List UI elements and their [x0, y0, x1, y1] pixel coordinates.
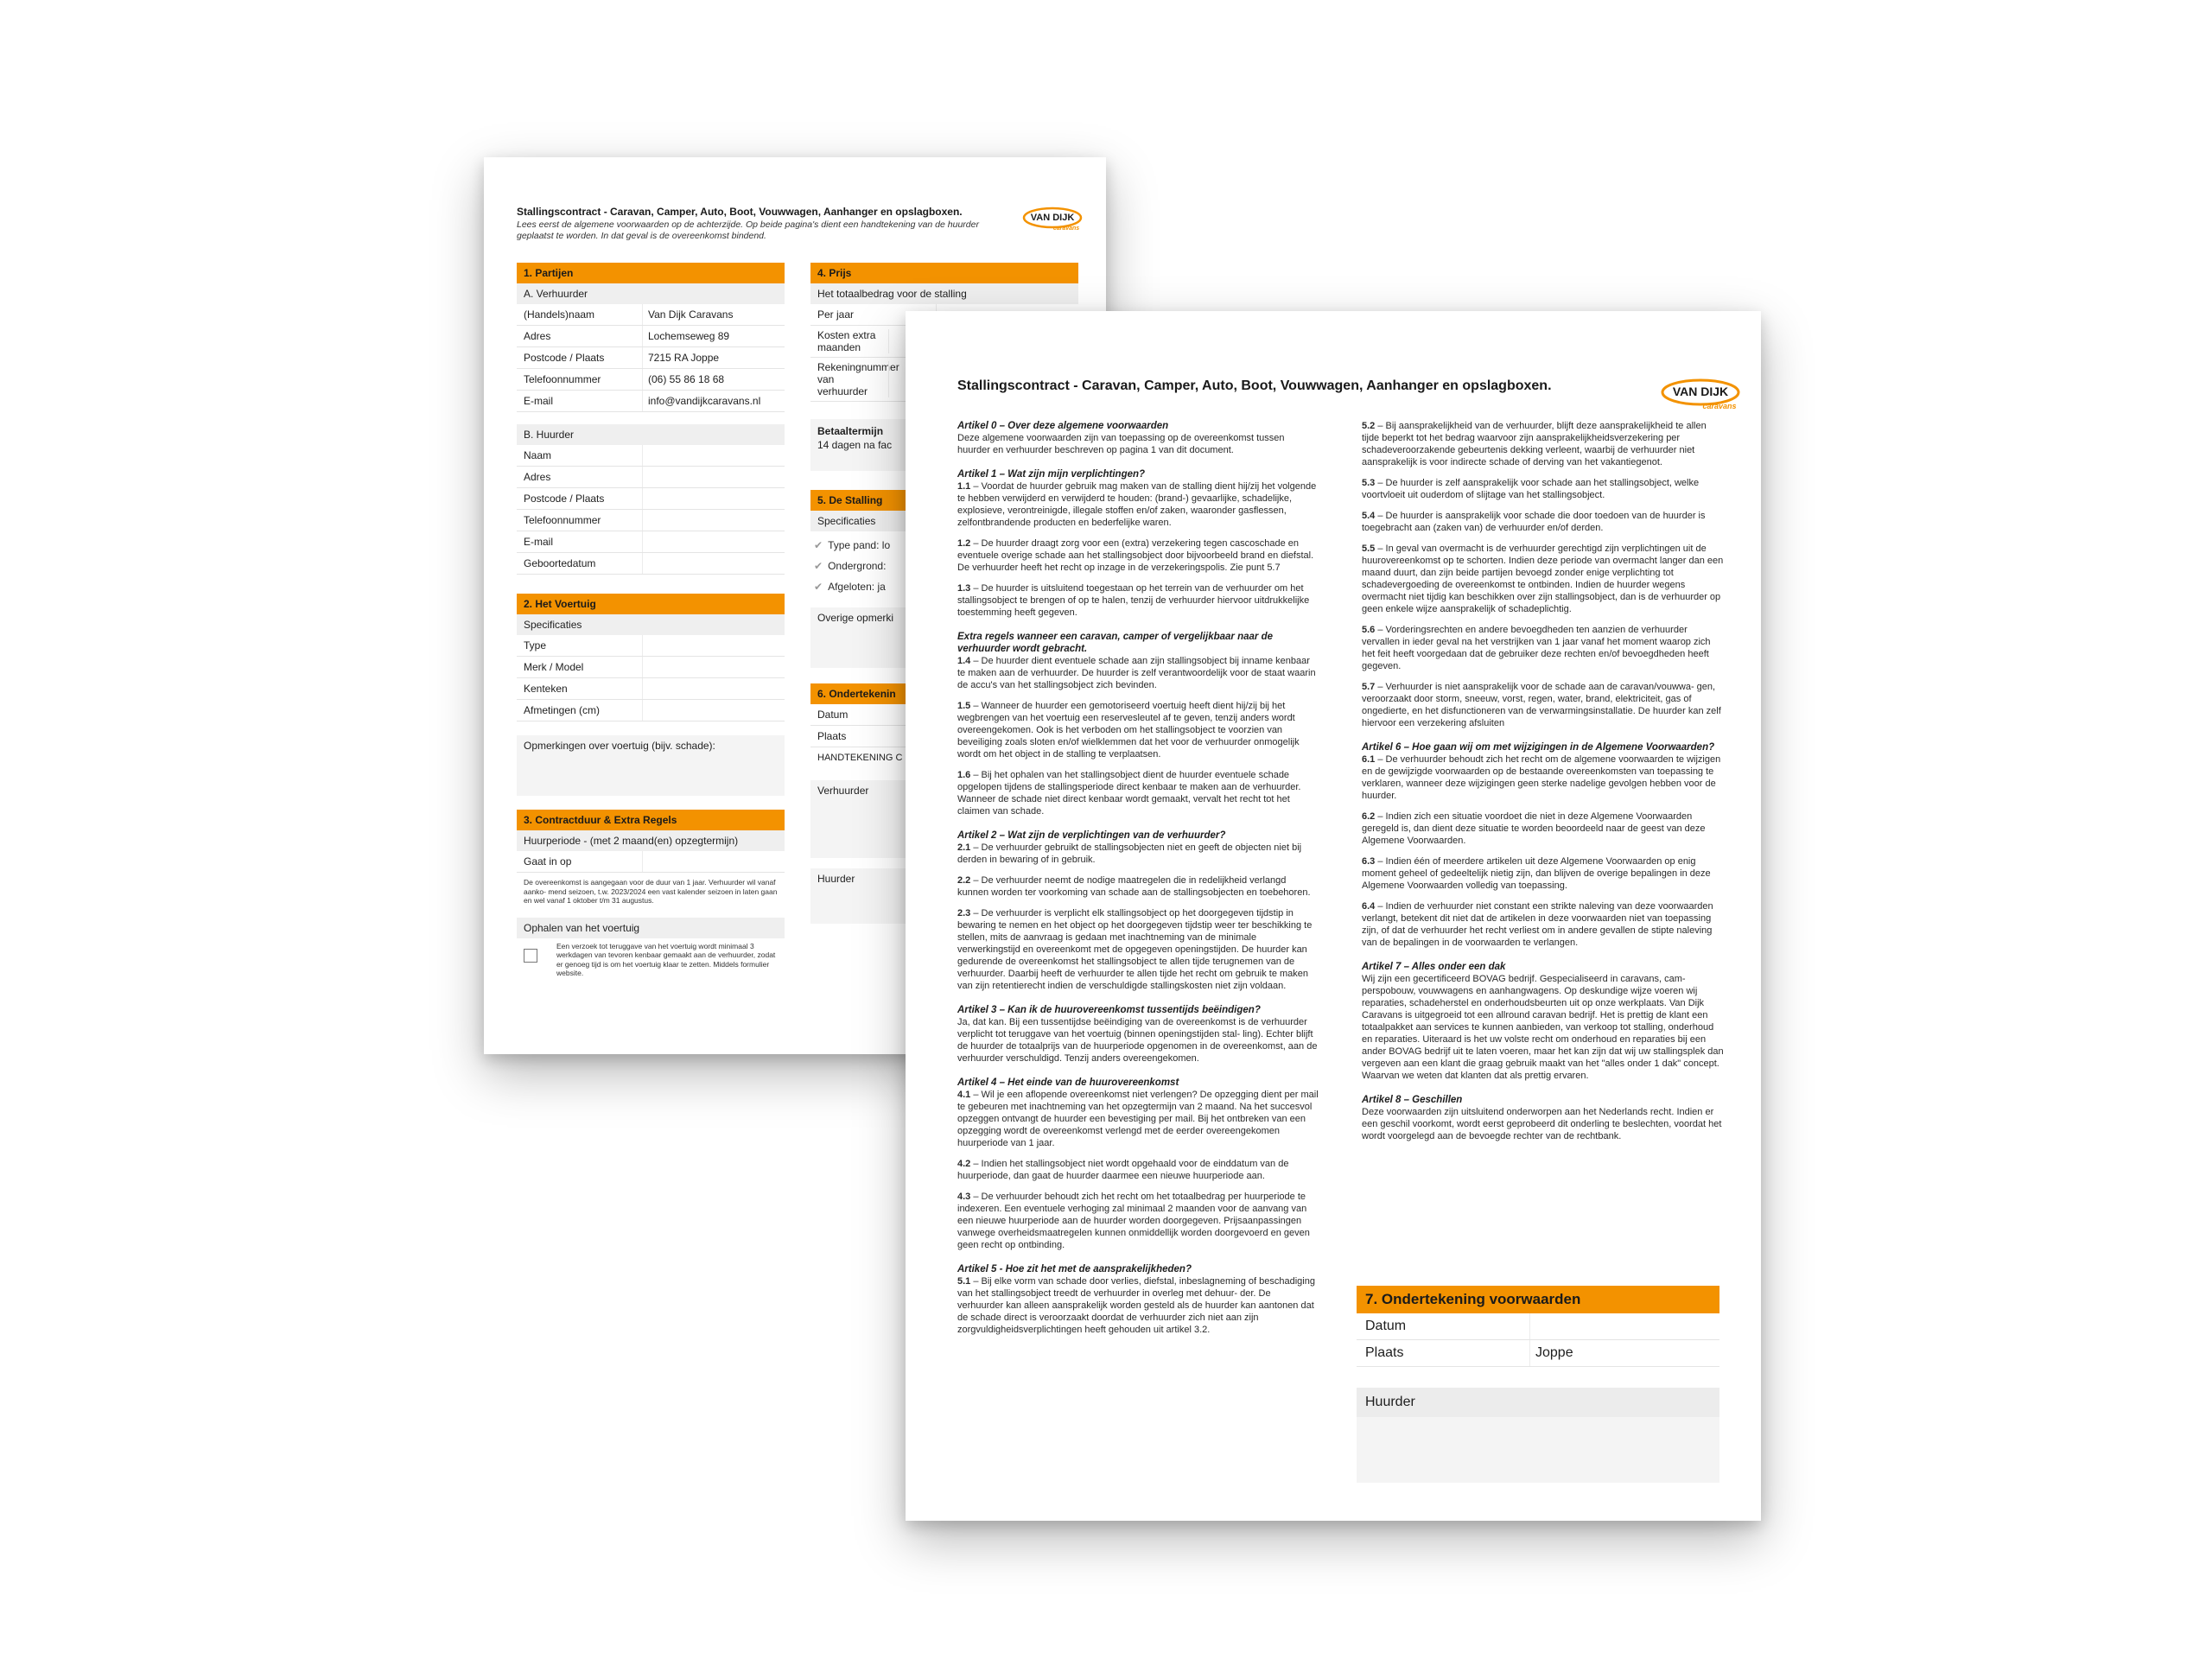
- article-heading: Artikel 5 - Hoe zit het met de aansprakelijkheden?: [957, 1264, 1192, 1274]
- row-value[interactable]: info@vandijkcaravans.nl: [642, 391, 785, 411]
- terms-column-right: [1362, 420, 1725, 1154]
- section-header-ondertekening: 6. Ondertekenin: [810, 683, 1078, 704]
- clause-text: – Vorderingsrechten en andere bevoegdheden ten aanzien de verhuurder vervallen in ieder geval na het verstrijken van 1 jaar vanaf het moment waarop zich het feit heeft voorgedaan dat de gebruiker deze rechten en/of bevoegdheden heeft gegeven.: [1362, 625, 1711, 671]
- clause-text: Deze voorwaarden zijn uitsluitend onderworpen aan het Nederlands recht. Indien er een geschil voorkomt, wordt eerst geprobeerd dit onderling te beslechten, voordat het wordt voorgelegd aan de bevoegde rechter van de rechtbank.: [1362, 1107, 1722, 1141]
- clause-text: – Indien één of meerdere artikelen uit deze Algemene Voorwaarden op enig moment geheel of gedeeltelijk nietig zijn, dan blijven de overige bepalingen in deze Algemene Voorwaarden volledig van toepassing.: [1362, 856, 1711, 891]
- terms-column-left: [957, 420, 1319, 1348]
- article-block: [1362, 961, 1725, 1082]
- section-header-stalling: 5. De Stalling: [810, 490, 1078, 511]
- remarks-label: Opmerkingen over voertuig (bijv. schade):: [524, 740, 715, 752]
- article-paragraph: [957, 769, 1319, 817]
- article-paragraph: [957, 874, 1319, 899]
- clause-text: – De huurder is aansprakelijk voor schade die door toedoen van de huurder is toegebracht aan (zaken van) de verhuurder en/of derden.: [1362, 511, 1706, 533]
- clause-number: 1.1: [957, 481, 971, 492]
- clause-text: – Voordat de huurder gebruik mag maken van de stalling dient hij/zij het volgende te hebben verwijderd en verwijderd te houden: (brand-) gevaarlijke, schadelijke, explosieve, verontreinigde, illegale stoffen en/of zaken, waaronder gasflessen, zelfontbrandende producten en bederfelijke waren.: [957, 481, 1317, 528]
- article-heading: Extra regels wanneer een caravan, camper of vergelijkbaar naar de verhuurder wordt gebracht.: [957, 632, 1273, 654]
- logo-text-top: VAN DIJK: [1030, 213, 1075, 223]
- row-label: Afmetingen (cm): [524, 704, 601, 716]
- section-header-voertuig: 2. Het Voertuig: [517, 594, 785, 614]
- clause-number: 5.3: [1362, 478, 1376, 488]
- contract-note: De overeenkomst is aangegaan voor de duur van 1 jaar. Verhuurder wil vanaf aanko- mend seizoen, t.w. 2023/2024 een vast kalender seizoen in laten gaan en wel vanaf 1 oktober t/m 31 augustus.: [524, 878, 778, 905]
- article-paragraph: [957, 842, 1319, 866]
- article-paragraph: [957, 1275, 1319, 1336]
- row-value[interactable]: [642, 467, 785, 487]
- betaaltermijn-value: 14 dagen na fac: [817, 439, 893, 451]
- article-paragraph: [957, 1158, 1319, 1182]
- row-label: Per jaar: [817, 308, 855, 321]
- clause-text: – Indien zich een situatie voordoet die niet in deze Algemene Voorwaarden geregeld is, dan dient deze situatie te worden beoordeeld naar de geest van deze Algemene Voorwaarden.: [1362, 811, 1706, 846]
- verhuurder-row[interactable]: [517, 326, 785, 347]
- article-block: [1362, 1094, 1725, 1142]
- row-label: Plaats: [1365, 1345, 1404, 1360]
- row-value[interactable]: Joppe: [1529, 1340, 1719, 1366]
- row-label: Adres: [524, 330, 551, 342]
- section-header-prijs: 4. Prijs: [810, 263, 1078, 283]
- article-heading: Artikel 2 – Wat zijn de verplichtingen van de verhuurder?: [957, 830, 1226, 841]
- clause-number: 6.2: [1362, 811, 1376, 822]
- row-value[interactable]: [642, 851, 785, 872]
- article-block: [957, 1004, 1319, 1065]
- ophalen-note: Een verzoek tot teruggave van het voertuig wordt minimaal 3 werkdagen van tevoren kenbaar gemaakt aan de verhuurder, zodat er genoeg tijd is om het voertuig klaar te zetten. Middels formulier website.: [556, 941, 776, 977]
- remarks-field[interactable]: [517, 735, 785, 796]
- clause-number: 1.6: [957, 770, 971, 780]
- article-paragraph: [957, 907, 1319, 992]
- article-paragraph: [1362, 973, 1725, 1082]
- clause-number: 5.6: [1362, 625, 1376, 635]
- clause-number: 1.3: [957, 583, 971, 594]
- article-block: [957, 468, 1319, 619]
- clause-number: 6.3: [1362, 856, 1376, 867]
- article-block: [1362, 741, 1725, 949]
- row-label: Kenteken: [524, 683, 568, 695]
- article-paragraph: [1362, 855, 1725, 892]
- row-label: Telefoonnummer: [524, 514, 601, 526]
- article-paragraph: [957, 1089, 1319, 1149]
- article-paragraph: [1362, 543, 1725, 615]
- clause-text: Deze algemene voorwaarden zijn van toepassing op de overeenkomst tussen huurder en verhuurder beschreven op pagina 1 van dit document.: [957, 433, 1285, 455]
- huurder-row[interactable]: [517, 531, 785, 553]
- article-heading: Artikel 6 – Hoe gaan wij om met wijzigingen in de Algemene Voorwaarden?: [1362, 742, 1715, 753]
- article-heading: Artikel 3 – Kan ik de huurovereenkomst tussentijds beëindigen?: [957, 1005, 1261, 1015]
- clause-text: – De huurder dient eventuele schade aan zijn stallingsobject bij inname kenbaar te maken aan de verhuurder. De huurder is zelf verantwoordelijk voor de staat waarin de accu's van het stallingsobject zich bevinden.: [957, 656, 1316, 690]
- row-label: Gaat in op: [524, 855, 572, 868]
- clause-number: 4.3: [957, 1192, 971, 1202]
- voertuig-row[interactable]: [517, 657, 785, 678]
- clause-number: 2.2: [957, 875, 971, 886]
- huurder-signature-box[interactable]: [1357, 1388, 1719, 1483]
- check-label: Afgeloten: ja: [828, 581, 886, 593]
- subheader-verhuurder: A. Verhuurder: [517, 283, 785, 304]
- logo-swoosh-icon: [1659, 377, 1751, 413]
- clause-text: – Indien de verhuurder niet constant een strikte naleving van deze voorwaarden verlangt, betekent dit niet dat de artikelen in deze voorwaarden niet van toepassing zijn, of dat de verhuurder het recht verliest om in andere gevallen de stipte naleving van de bepalingen in de voorwaarden te verlangen.: [1362, 901, 1713, 948]
- clause-number: 1.4: [957, 656, 971, 666]
- row-value[interactable]: [642, 445, 785, 466]
- page-title: Stallingscontract - Caravan, Camper, Auto, Boot, Vouwwagen, Aanhanger en opslagboxen.: [517, 206, 963, 218]
- voertuig-row[interactable]: [517, 678, 785, 700]
- betaaltermijn-label: Betaaltermijn: [817, 425, 884, 437]
- verhuurder-label: Verhuurder: [817, 785, 869, 797]
- article-paragraph: [1362, 477, 1725, 501]
- article-paragraph: [957, 1191, 1319, 1251]
- article-paragraph: [1362, 810, 1725, 847]
- article-paragraph: [957, 432, 1319, 456]
- logo-text-top: VAN DIJK: [1672, 385, 1729, 398]
- article-block: [957, 420, 1319, 456]
- check-label: Ondergrond:: [828, 560, 887, 572]
- page-intro: Lees eerst de algemene voorwaarden op de achterzijde. Op beide pagina's dient een handtekening van de huurder geplaatst te worden. In dat geval is de overeenkomst bindend.: [517, 219, 979, 241]
- subheader-ophalen: Ophalen van het voertuig: [517, 918, 785, 938]
- row-label: Naam: [524, 449, 552, 461]
- clause-text: – De verhuurder is verplicht elk stallingsobject op het doorgegeven tijdstip in bewaring te nemen en het object op het doorgegeven tijdstip weer ter beschikking te stellen, mits de aanvraag is gedaan met inachtneming van de minimale verwerkingstijd en overeenkomt met de opgegeven openingstijden. De huurder kan gedurende de overeenkomst het stallingsobject te allen tijde terugnemen van de verhuurder. Daarbij heeft de verhuurder te allen tijde het recht om gebruik te maken van zijn retentierecht indien de verschuldigde stallingskosten niet zijn voldaan.: [957, 908, 1313, 991]
- article-block: [957, 1263, 1319, 1336]
- verhuurder-row[interactable]: [517, 391, 785, 412]
- huurder-table: [517, 445, 785, 575]
- clause-text: – De verhuurder behoudt zich het recht om de algemene voorwaarden te wijzigen en de gewijzigde voorwaarden op de bestaande overeenkomsten van toepassing te verklaren, wanneer deze wijzigingen geen sterke nadelige gevolgen hebben voor de huurder.: [1362, 754, 1721, 801]
- page-title: Stallingscontract - Caravan, Camper, Auto, Boot, Vouwwagen, Aanhanger en opslagboxen.: [957, 378, 1552, 393]
- row-label: Datum: [817, 709, 849, 721]
- subheader-stalling-specs: Specificaties: [810, 511, 1078, 531]
- section-header-contractduur: 3. Contractduur & Extra Regels: [517, 810, 785, 830]
- contract-page-terms: [906, 311, 1761, 1521]
- check-icon: ✔: [814, 539, 823, 551]
- row-label: Postcode / Plaats: [524, 493, 605, 505]
- row-label: Plaats: [817, 730, 847, 742]
- voertuig-table: [517, 635, 785, 721]
- verhuurder-row[interactable]: [517, 304, 785, 326]
- verhuurder-row[interactable]: [517, 369, 785, 391]
- verhuurder-table: [517, 304, 785, 412]
- row-value[interactable]: [642, 553, 785, 574]
- subheader-huurperiode: Huurperiode - (met 2 maand(en) opzegtermijn): [517, 830, 785, 851]
- ophalen-checkbox[interactable]: [524, 949, 537, 963]
- huurder-label: Huurder: [1357, 1388, 1719, 1417]
- signature-row[interactable]: [1357, 1340, 1719, 1367]
- row-value[interactable]: [642, 635, 785, 656]
- ophalen-option[interactable]: [517, 942, 785, 978]
- row-value[interactable]: Van Dijk Caravans: [642, 304, 785, 325]
- row-label: E-mail: [524, 536, 554, 548]
- clause-text: – In geval van overmacht is de verhuurder gerechtigd zijn verplichtingen uit de huurovereenkomst op te schorten. Indien deze periode van overmacht langer dan een maand duurt, dan zijn beide partijen bevoegd zonder enige verplichting tot schadevergoeding de overeenkomst te ontbinden. Indien de huurder wegens overmacht niet tijdig kan beschikken over zijn stallingsobject, dan is de verhuurder op geen enkele wijze aansprakelijk of schadeplichtig.: [1362, 543, 1724, 614]
- clause-number: 5.1: [957, 1276, 971, 1287]
- clause-text: – De huurder is uitsluitend toegestaan op het terrein van de verhuurder om het stallingsobject te brengen of op te halen, tenzij de verhuurder hiervoor uitdrukkelijke toestemming heeft gegeven.: [957, 583, 1310, 618]
- signature-table: [1357, 1313, 1719, 1367]
- check-label: Type pand: lo: [828, 539, 891, 551]
- huurder-row[interactable]: [517, 553, 785, 575]
- clause-text: Ja, dat kan. Bij een tussentijdse beëindiging van de overeenkomst is de verhuurder verplicht tot teruggave van het voertuig (binnen openingstijden stal- ling). Echter blijft de huurder de totaalprijs van de huurperiode opgenomen in de overeenkomst, aan de verhuurder verschuldigd. Tenzij anders overeengekomen.: [957, 1017, 1318, 1064]
- article-heading: Artikel 0 – Over deze algemene voorwaarden: [957, 421, 1169, 431]
- clause-number: 4.2: [957, 1159, 971, 1169]
- voertuig-row[interactable]: [517, 635, 785, 657]
- form-column-left: [517, 251, 785, 978]
- row-value[interactable]: (06) 55 86 18 68: [642, 369, 785, 390]
- company-logo: [1021, 206, 1090, 233]
- verhuurder-row[interactable]: [517, 347, 785, 369]
- clause-number: 2.3: [957, 908, 971, 918]
- clause-number: 1.5: [957, 701, 971, 711]
- subheader-specificaties: Specificaties: [517, 614, 785, 635]
- row-label: Datum: [1365, 1319, 1407, 1333]
- clause-number: 2.1: [957, 842, 971, 853]
- clause-number: 1.2: [957, 538, 971, 549]
- section-header-ondertekening-voorwaarden: 7. Ondertekening voorwaarden: [1357, 1286, 1719, 1313]
- huurder-label: Huurder: [817, 873, 855, 885]
- row-value[interactable]: [642, 510, 785, 531]
- article-paragraph: [1362, 1106, 1725, 1142]
- row-label: Adres: [524, 471, 551, 483]
- article-block: [957, 1077, 1319, 1251]
- row-value[interactable]: [642, 657, 785, 677]
- clause-text: – De verhuurder neemt de nodige maatregelen die in redelijkheid verlangd kunnen worden ter voorkoming van schade aan de stallingsobjecten en toebehoren.: [957, 875, 1311, 898]
- signature-row[interactable]: [1357, 1313, 1719, 1340]
- row-value[interactable]: [642, 700, 785, 721]
- clause-number: 6.4: [1362, 901, 1376, 912]
- row-value[interactable]: [1529, 1313, 1719, 1339]
- article-paragraph: [1362, 681, 1725, 729]
- row-label: Kosten extra maanden: [817, 329, 876, 353]
- huurder-row[interactable]: [517, 445, 785, 467]
- voertuig-row[interactable]: [517, 700, 785, 721]
- article-paragraph: [957, 537, 1319, 574]
- row-value[interactable]: Lochemseweg 89: [642, 326, 785, 346]
- article-heading: Artikel 8 – Geschillen: [1362, 1095, 1463, 1105]
- row-value[interactable]: 7215 RA Joppe: [642, 347, 785, 368]
- article-paragraph: [1362, 510, 1725, 534]
- clause-text: – Wanneer de huurder een gemotoriseerd voertuig heeft dient hij/zij bij het wegbrengen van het voertuig een reservesleutel af te geven, tenzij anders wordt overeengekomen. Ook is het verboden om het stallingsobject te voorzien van beveiliging zoals sloten en/of wielklemmen dat het voor de verhuurder onmogelijk wordt om het object in de stalling te verplaatsen.: [957, 701, 1300, 760]
- clause-text: – Indien het stallingsobject niet wordt opgehaald voor de einddatum van de huurperiode, dan gaat de huurder daarmee een nieuwe huurperiode aan.: [957, 1159, 1289, 1181]
- clause-text: – De verhuurder behoudt zich het recht om het totaalbedrag per huurperiode te indexeren. Een eventuele verhoging zal minimaal 2 maanden voor de aanvang van een nieuwe huurperiode aan de huurder worden doorgegeven. Prijsaanpassingen vanwege overheidsmaatregelen kunnen onmiddellijk worden doorgevoerd en geven geen recht op ontbinding.: [957, 1192, 1310, 1250]
- row-label: Merk / Model: [524, 661, 584, 673]
- subheader-huurder: B. Huurder: [517, 424, 785, 445]
- clause-text: – De verhuurder gebruikt de stallingsobjecten niet en geeft de objecten niet bij derden in bewaring of in gebruik.: [957, 842, 1302, 865]
- article-paragraph: [1362, 753, 1725, 802]
- clause-number: 5.4: [1362, 511, 1376, 521]
- article-paragraph: [957, 700, 1319, 760]
- clause-text: – Verhuurder is niet aansprakelijk voor de schade aan de caravan/vouwwa- gen, veroorzaakt door storm, sneeuw, vorst, regen, water, brand, elektriciteit, gas of ongedierte, en het disfunctioneren van de verwarmingsinstallatie. De huurder kan zelf hiervoor een verzekering afsluiten: [1362, 682, 1721, 728]
- article-paragraph: [957, 655, 1319, 691]
- overige-label: Overige opmerki: [817, 612, 894, 624]
- article-paragraph: [1362, 420, 1725, 468]
- clause-number: 6.1: [1362, 754, 1376, 765]
- row-label: Type: [524, 639, 547, 652]
- check-icon: ✔: [814, 560, 823, 572]
- logo-swoosh-icon: [1021, 206, 1090, 233]
- row-label: Telefoonnummer: [524, 373, 601, 385]
- clause-number: 5.5: [1362, 543, 1376, 554]
- article-heading: Artikel 1 – Wat zijn mijn verplichtingen?: [957, 469, 1146, 480]
- clause-text: – Bij het ophalen van het stallingsobject dient de huurder eventuele schade opgelopen tijdens de stallingsperiode direct kenbaar te maken aan de verhuurder. Wanneer de schade niet direct kenbaar wordt gemaakt, vervalt het recht tot het claimen van schade.: [957, 770, 1301, 817]
- clause-text: Wij zijn een gecertificeerd BOVAG bedrijf. Gespecialiseerd in caravans, cam- perspobouw, vouwwagens en aanhangwagens. Op deskundige wijze voeren wij reparaties, schadeherstel en onderhoudsbeurten uit op onze werkplaats. Van Dijk Caravans is uitgegroeid tot een allround caravan bedrijf. Het is prettig de klant een totaalpakket aan services te kunnen aanbieden, van verkoop tot stalling, onderhoud en reparaties. Uiteraard is het uw volste recht om onderhoud en reparaties bij een ander BOVAG bedrijf uit te laten voeren, maar het kan zijn dat wij uw stallingsplek dan vergeven aan een klant die graag gebruik maakt van het "alles onder 1 dak" concept. Waarvan we weten dat klanten dat als prettig ervaren.: [1362, 974, 1724, 1081]
- huurder-row[interactable]: [517, 488, 785, 510]
- company-logo: [1659, 377, 1751, 413]
- article-paragraph: [1362, 624, 1725, 672]
- article-paragraph: [957, 1016, 1319, 1065]
- clause-text: – De huurder draagt zorg voor een (extra) verzekering tegen cascoschade en eventuele overige schade aan het stallingsobject door bijvoorbeeld brand en diefstal. De verhuurder heeft het recht op inzage in de verzekeringspolis. Zie punt 5.7: [957, 538, 1314, 573]
- clause-text: – Wil je een aflopende overeenkomst niet verlengen? De opzegging dient per mail te gebeuren met inachtneming van het opzegtermijn van 2 maand. Na het succesvol opzeggen ontvangt de huurder een bevestiging per mail. Bij het ontbreken van een opzegging wordt de overeenkomst verlengd met de eerder overeengekomen huurperiode van 1 jaar.: [957, 1090, 1319, 1148]
- article-block: [957, 830, 1319, 992]
- row-label: Geboortedatum: [524, 557, 596, 569]
- row-label: E-mail: [524, 395, 554, 407]
- logo-text-bottom: caravans: [1052, 226, 1080, 232]
- row-label: (Handels)naam: [524, 308, 595, 321]
- article-heading: Artikel 4 – Het einde van de huurovereenkomst: [957, 1077, 1179, 1088]
- article-block: [957, 631, 1319, 817]
- article-paragraph: [1362, 900, 1725, 949]
- clause-number: 5.2: [1362, 421, 1376, 431]
- row-gaat-in-op[interactable]: [517, 851, 785, 873]
- row-value[interactable]: [642, 531, 785, 552]
- row-label: Rekeningnummer van verhuurder: [817, 361, 899, 397]
- clause-text: – Bij elke vorm van schade door verlies, diefstal, inbeslagneming of beschadiging van het stallingsobject treedt de verhuurder in overleg met dehuur- der. De verhuurder kan alleen aansprakelijk worden gesteld als de huurder kan aantonen dat de schade direct is veroorzaakt doordat de verhuurder zich niet aan zijn zorgvuldigheidsverplichtingen heeft gehouden uit artikel 3.2.: [957, 1276, 1315, 1335]
- row-value[interactable]: [642, 678, 785, 699]
- clause-text: – Bij aansprakelijkheid van de verhuurder, blijft deze aansprakelijkheid te allen tijde beperkt tot het bedrag waarvoor zijn aansprakelijkheidsverzekering per schadeveroorzakende gebeurtenis dekking verleent, waarbij de verhuurder niet aansprakelijk is voor indirecte schade of derving van het vakantiegenot.: [1362, 421, 1707, 467]
- article-paragraph: [957, 480, 1319, 529]
- logo-text-bottom: caravans: [1702, 402, 1737, 410]
- clause-text: – De huurder is zelf aansprakelijk voor schade aan het stallingsobject, welke voortvloeit uit ouderdom of slijtage van het stallingsobject.: [1362, 478, 1700, 500]
- check-icon: ✔: [814, 581, 823, 593]
- row-value[interactable]: [642, 488, 785, 509]
- handtekening-label: HANDTEKENING C: [817, 753, 903, 763]
- row-label: Postcode / Plaats: [524, 352, 605, 364]
- article-block: [1362, 420, 1725, 729]
- article-heading: Artikel 7 – Alles onder een dak: [1362, 962, 1506, 972]
- huurder-row[interactable]: [517, 467, 785, 488]
- clause-number: 4.1: [957, 1090, 971, 1100]
- huurder-row[interactable]: [517, 510, 785, 531]
- article-paragraph: [957, 582, 1319, 619]
- signature-section: [1357, 1286, 1719, 1483]
- clause-number: 5.7: [1362, 682, 1376, 692]
- section-header-partijen: 1. Partijen: [517, 263, 785, 283]
- subheader-totaalbedrag: Het totaalbedrag voor de stalling: [810, 283, 1078, 304]
